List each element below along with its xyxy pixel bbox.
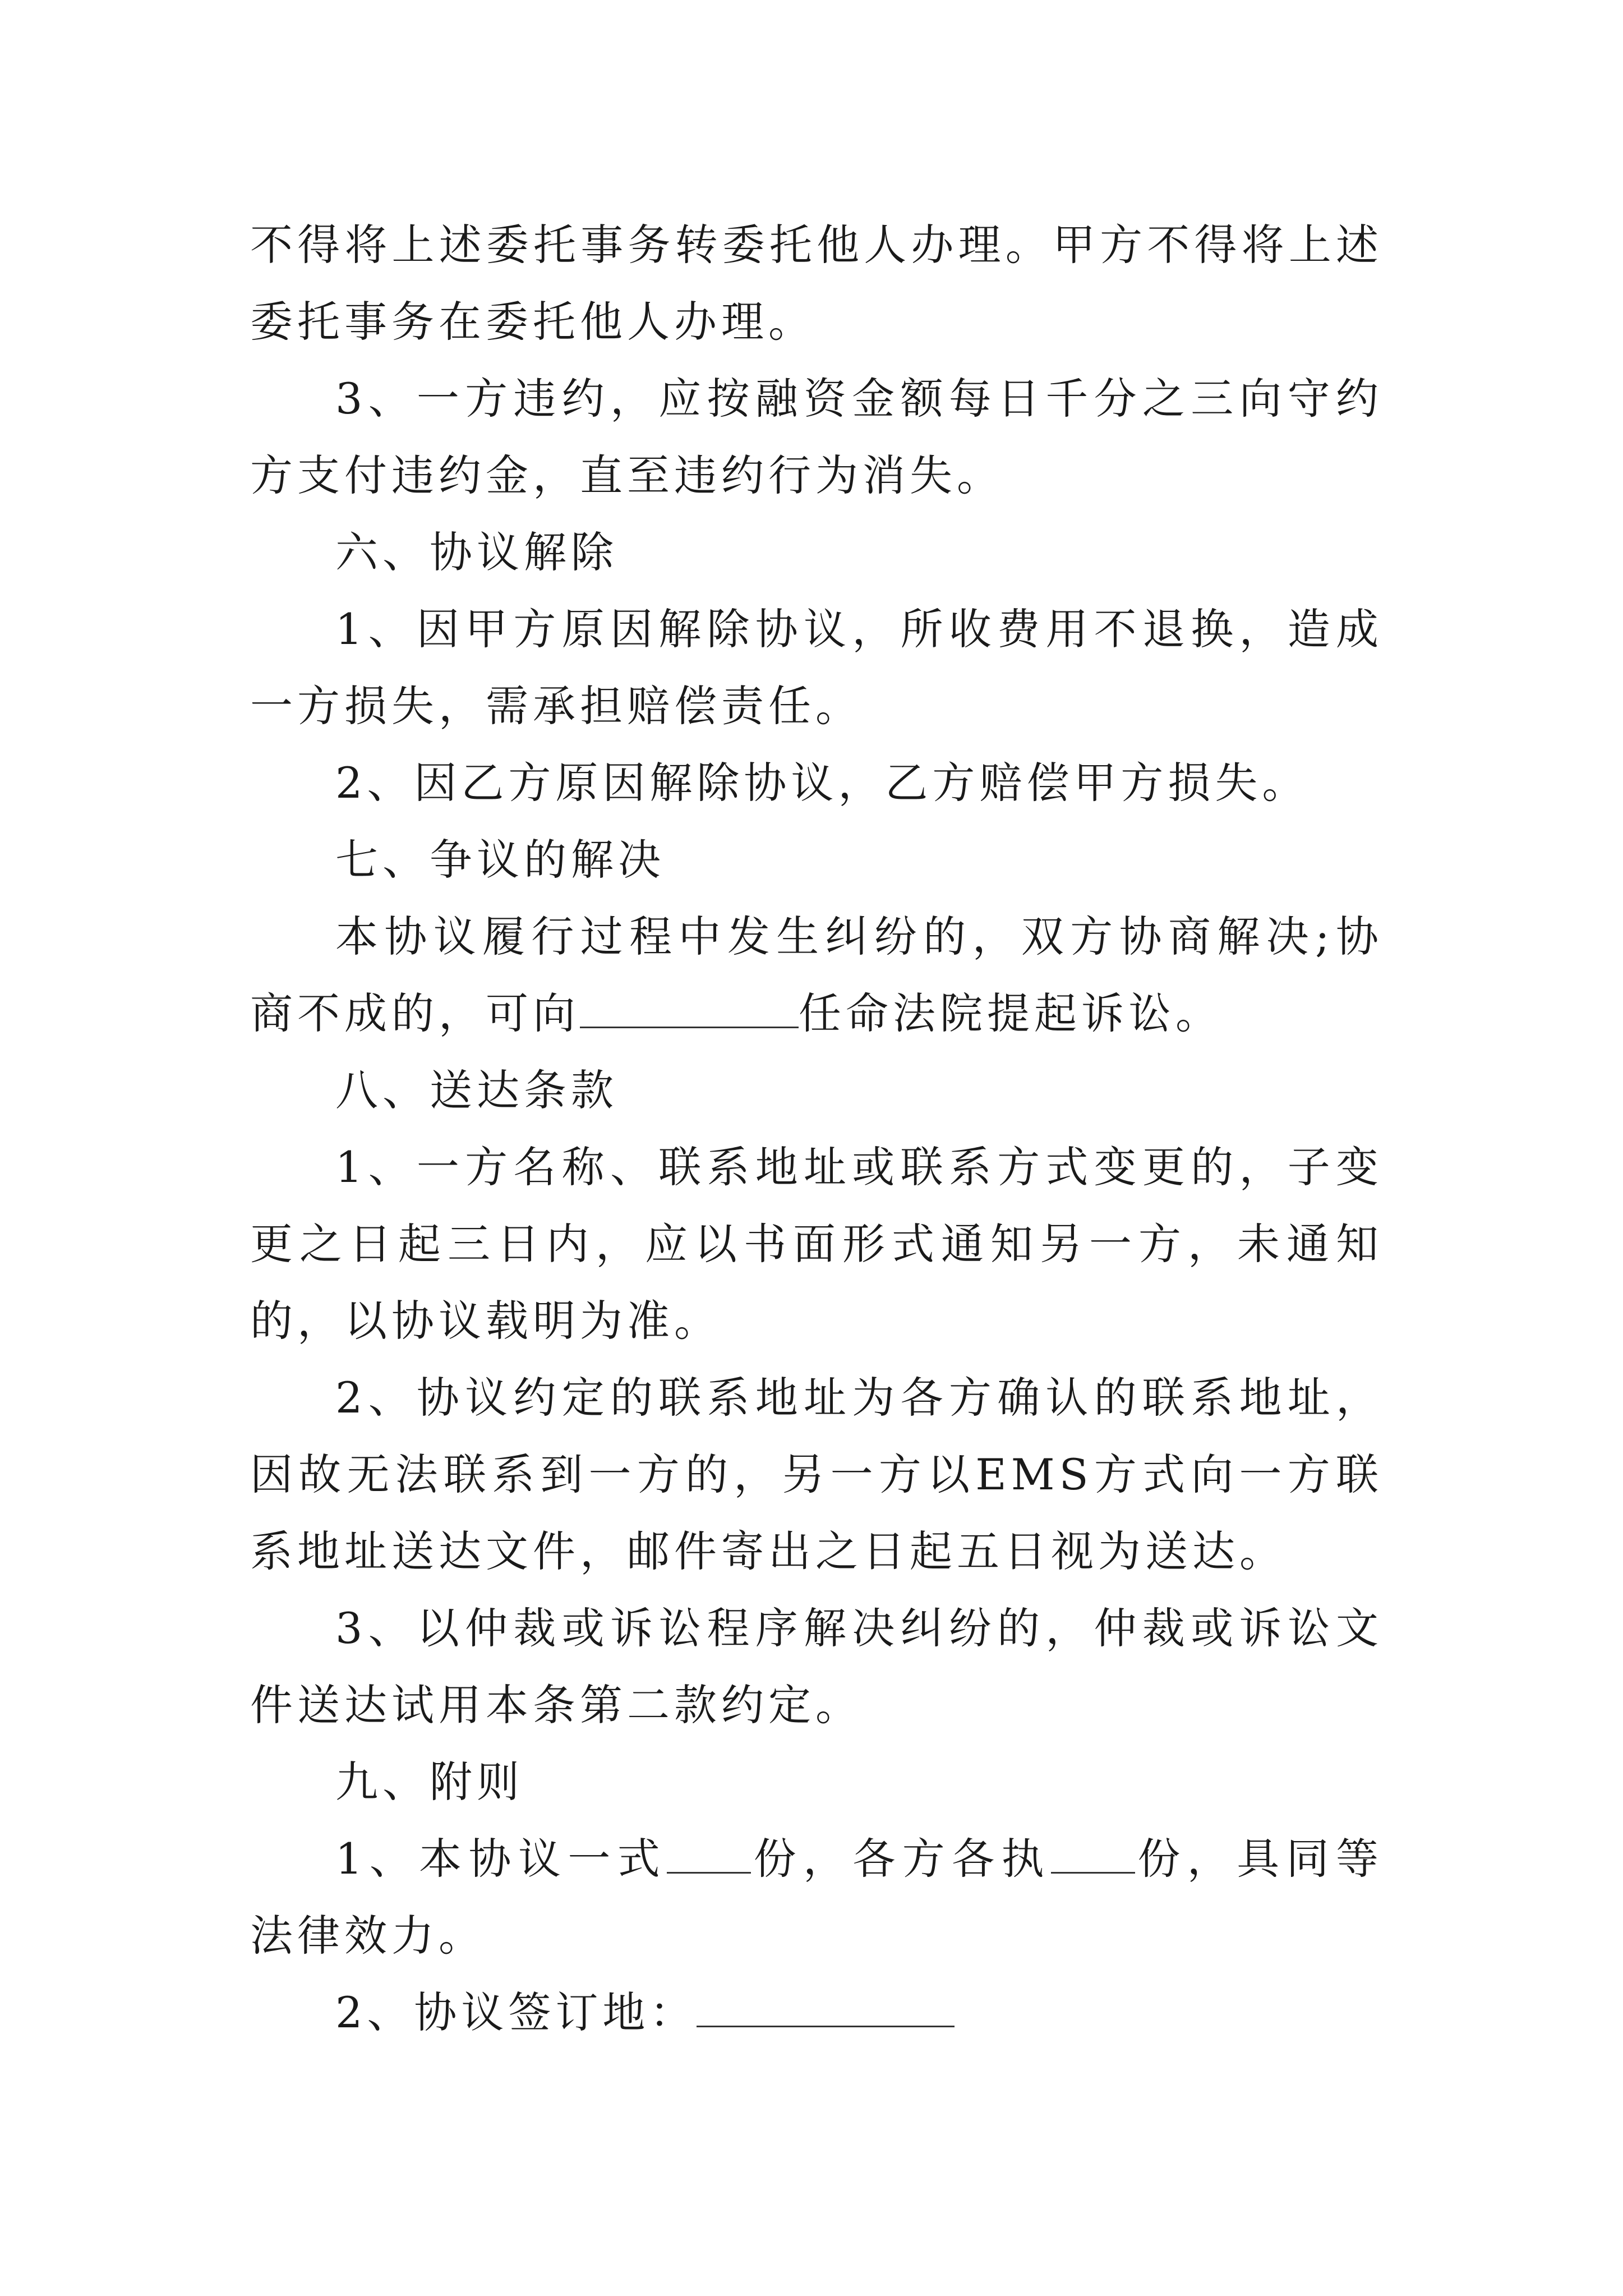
paragraph-signing-place (250, 1974, 1383, 2051)
each-party-copies-blank[interactable] (1051, 1832, 1135, 1874)
copies-text-part3: 份，具同等法律效力。 (250, 1834, 1384, 1961)
dispute-text-part2: 任命法院提起诉讼。 (799, 988, 1223, 1038)
paragraph-copies (250, 1820, 1383, 1974)
copies-text-part1: 1、本协议一式 (335, 1834, 667, 1884)
paragraph-dispute-resolution (250, 898, 1383, 1052)
section-heading-service: 八、送达条款 (335, 1065, 618, 1115)
paragraph-termination-party-b: 2、因乙方原因解除协议，乙方赔偿甲方损失。 (335, 758, 1310, 808)
paragraph-service-change: 1、一方名称、联系地址或联系方式变更的，子变更之日起三日内，应以书面形式通知另一方，未通知的，以协议载明为准。 (250, 1142, 1383, 1346)
court-name-blank[interactable] (580, 986, 799, 1028)
dispute-text-part1: 本协议履行过程中发生纠纷的，双方协商解决;协商不成的，可向 (250, 912, 1383, 1038)
section-heading-dispute: 七、争议的解决 (335, 835, 665, 885)
document-body (250, 206, 1383, 2051)
section-heading-termination: 六、协议解除 (335, 527, 618, 577)
paragraph-service-arbitration: 3、以仲裁或诉讼程序解决纠纷的，仲裁或诉讼文件送达试用本条第二款约定。 (250, 1603, 1383, 1730)
paragraph-delegation-continued: 不得将上述委托事务转委托他人办理。甲方不得将上述委托事务在委托他人办理。 (250, 220, 1383, 347)
paragraph-breach-penalty: 3、一方违约，应按融资金额每日千分之三向守约方支付违约金，直至违约行为消失。 (250, 374, 1383, 500)
paragraph-service-address: 2、协议约定的联系地址为各方确认的联系地址，因故无法联系到一方的，另一方以EMS方式向一方联系地址送达文件，邮件寄出之日起五日视为送达。 (250, 1373, 1383, 1576)
signing-place-label: 2、协议签订地： (335, 1987, 697, 2037)
copies-text-part2: 份，各方各执 (751, 1834, 1051, 1884)
section-heading-supplementary: 九、附则 (335, 1757, 524, 1807)
paragraph-termination-party-a: 1、因甲方原因解除协议，所收费用不退换，造成一方损失，需承担赔偿责任。 (250, 604, 1383, 731)
signing-place-blank[interactable] (697, 1985, 955, 2027)
total-copies-blank[interactable] (667, 1832, 751, 1874)
